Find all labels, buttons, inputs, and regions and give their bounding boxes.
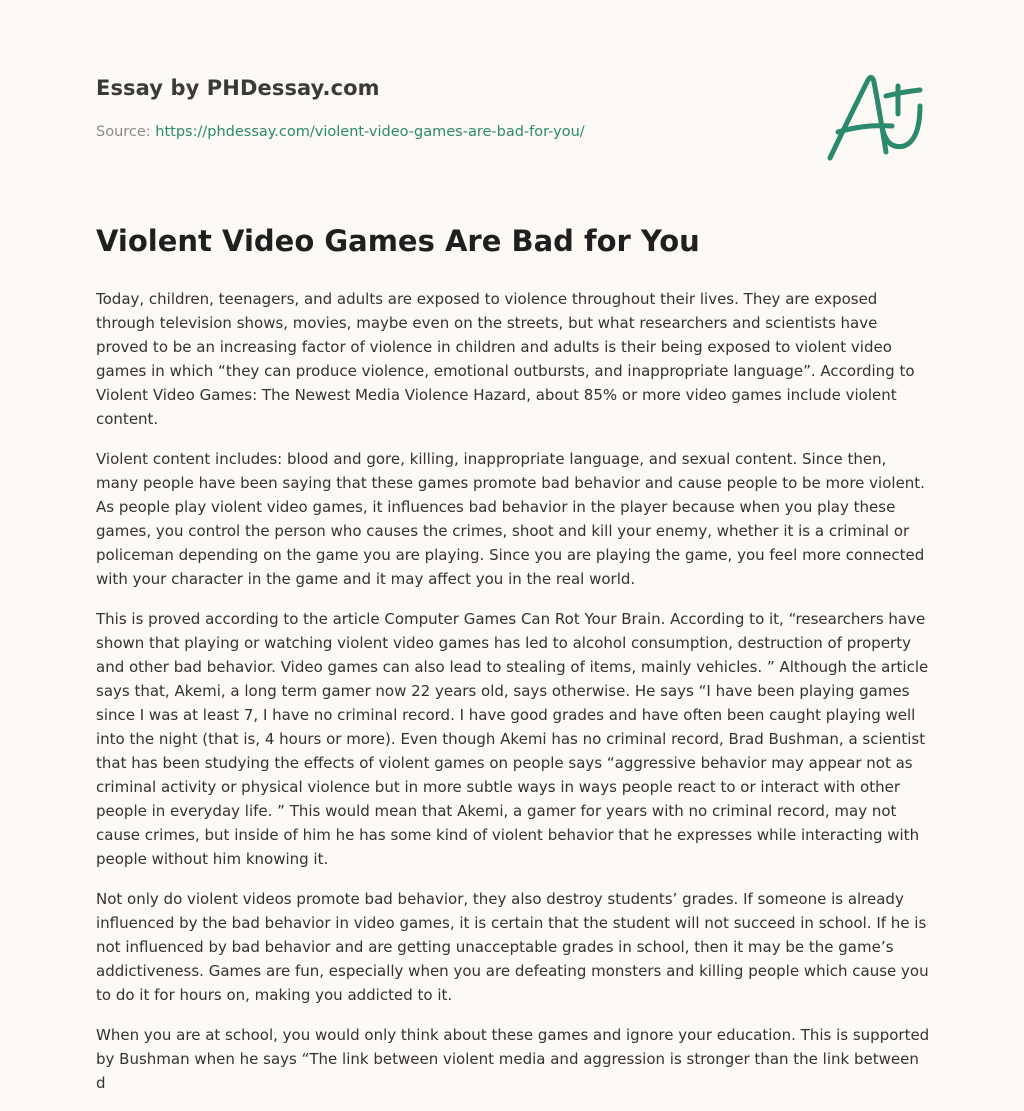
- essay-paragraph: Not only do violent videos promote bad behavior, they also destroy students’ grades. If someone is already influenced by the bad behavior in video games, it is certain that the student will not succeed in school. If he is not influenced by bad behavior and are getting unacceptable grades in school, then it may be the game’s addictiveness. Games are fun, especially when you are defeating monsters and killing people which cause you to do it for hours on, making you addicted to it.: [96, 890, 929, 1004]
- source-line: [96, 124, 585, 140]
- essay-paragraph: This is proved according to the article Computer Games Can Rot Your Brain. According to it, “researchers have shown that playing or watching violent video games has led to alcohol consumption, destruction of property and other bad behavior. Video games can also lead to stealing of items, mainly vehicles. ” Although the article says that, Akemi, a long term gamer now 22 years old, says otherwise. He says “I have been playing games since I was at least 7, I have no criminal record. I have good grades and have often been caught playing well into the night (that is, 4 hours or more). Even though Akemi has no criminal record, Brad Bushman, a scientist that has been studying the effects of violent games on people says “aggressive behavior may appear not as criminal activity or physical violence but in more subtle ways in ways people react to or interact with other people in everyday life. ” This would mean that Akemi, a gamer for years with no criminal record, may not cause crimes, but inside of him he has some kind of violent behavior that he expresses while interacting with people without him knowing it.: [96, 610, 929, 868]
- essay-paragraph: Violent content includes: blood and gore, killing, inappropriate language, and sexual content. Since then, many people have been saying that these games promote bad behavior and cause people to be more violent. As people play violent video games, it influences bad behavior in the player because when you play these games, you control the person who causes the crimes, shoot and kill your enemy, whether it is a criminal or policeman depending on the game you are playing. Since you are playing the game, you feel more connected with your character in the game and it may affect you in the real world.: [96, 450, 925, 588]
- source-link[interactable]: https://phdessay.com/violent-video-games-are-bad-for-you/: [155, 124, 585, 140]
- a-plus-grade-logo-icon: [820, 66, 930, 166]
- essay-paragraph: Today, children, teenagers, and adults are exposed to violence throughout their lives. They are exposed through television shows, movies, maybe even on the streets, but what researchers and scientists have proved to be an increasing factor of violence in children and adults is their being exposed to violent video games in which “they can produce violence, emotional outbursts, and inappropriate language”. According to Violent Video Games: The Newest Media Violence Hazard, about 85% or more video games include violent content.: [96, 290, 915, 428]
- site-brand: Essay by PHDessay.com: [96, 76, 380, 100]
- essay-title: Violent Video Games Are Bad for You: [96, 224, 700, 258]
- source-label: Source:: [96, 124, 156, 140]
- essay-paragraph: When you are at school, you would only think about these games and ignore your education. This is supported by Bushman when he says “The link between violent media and aggression is stronger than the link between d: [96, 1026, 930, 1092]
- essay-body: [96, 287, 930, 1111]
